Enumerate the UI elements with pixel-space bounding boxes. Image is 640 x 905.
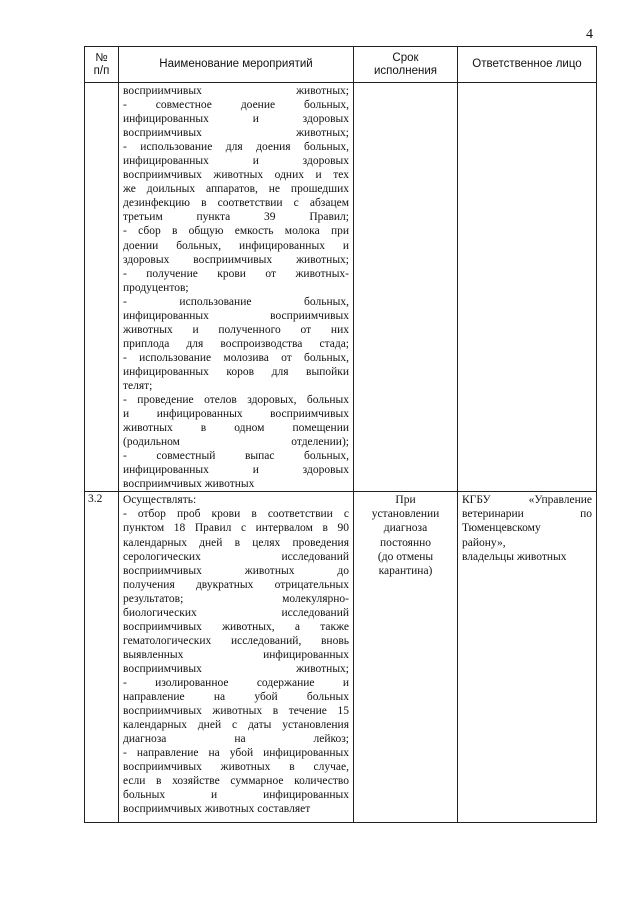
text-line: восприимчивых животных одних и тех — [123, 169, 349, 182]
text-line: инфицированных и здоровых — [123, 464, 349, 477]
text-line: дезинфекцию в соответствии с абзацем — [123, 197, 349, 210]
text-line: диагноза на лейкоз; — [123, 733, 349, 746]
text-line: Осуществлять: — [123, 494, 197, 507]
text-line: больных и инфицированных — [123, 789, 349, 802]
header-term: Срок исполнения — [354, 47, 458, 83]
text-line: инфицированных и здоровых — [123, 113, 349, 126]
responsible-line: ветеринарии по — [462, 508, 592, 521]
row-term — [354, 492, 458, 823]
text-line: третьим пункта 39 Правил; — [123, 211, 349, 224]
row-number: 3.2 — [85, 492, 119, 823]
text-line: - сбор в общую емкость молока при — [123, 225, 349, 238]
text-line: серологических исследований — [123, 550, 349, 563]
text-line: гематологических исследований, вновь — [123, 634, 349, 647]
term-line: (до отмены — [377, 550, 434, 563]
text-line: - отбор проб крови в соответствии с — [123, 508, 349, 521]
text-line: и инфицированных восприимчивых — [123, 408, 349, 421]
text-line: пунктом 18 Правил с интервалом в 90 — [123, 522, 349, 535]
measures-table — [84, 46, 597, 823]
table-row — [85, 83, 597, 492]
row2-term-lines — [357, 493, 454, 577]
responsible-line: КГБУ «Управление — [462, 494, 592, 507]
text-line: восприимчивых животных; — [123, 662, 349, 675]
text-line: - использование больных, — [123, 295, 349, 308]
header-responsible: Ответственное лицо — [458, 47, 597, 83]
text-line: доении больных, инфицированных и — [123, 239, 349, 252]
text-line: календарных дней в целях проведения — [123, 536, 349, 549]
row-number — [85, 83, 119, 492]
row-responsible — [458, 83, 597, 492]
text-line: - проведение отелов здоровых, больных — [123, 394, 349, 407]
responsible-line: Тюменцевскому — [462, 522, 541, 535]
text-line: восприимчивых животных — [123, 478, 255, 491]
row-measures-text — [119, 83, 354, 492]
row2-lines — [123, 493, 349, 816]
text-line: биологических исследований — [123, 606, 349, 619]
text-line: - изолированное содержание и — [123, 676, 349, 689]
table-header-row — [85, 47, 597, 83]
text-line: инфицированных и здоровых — [123, 155, 349, 168]
text-line: - получение крови от животных- — [123, 267, 349, 280]
term-line: карантина) — [378, 564, 433, 577]
text-line: же доильных аппаратов, не прошедших — [123, 183, 349, 196]
row-responsible — [458, 492, 597, 823]
table-row — [85, 492, 597, 823]
text-line: восприимчивых животных; — [123, 127, 349, 140]
text-line: восприимчивых животных; — [123, 85, 349, 97]
text-line: результатов; молекулярно- — [123, 592, 349, 605]
header-number: № п/п — [85, 47, 119, 83]
term-line: диагноза — [383, 522, 428, 535]
text-line: получения двукратных отрицательных — [123, 578, 349, 591]
text-line: - совместный выпас больных, — [123, 450, 349, 463]
row-term — [354, 83, 458, 492]
text-line: восприимчивых животных, а также — [123, 620, 349, 633]
text-line: выявленных инфицированных — [123, 648, 349, 661]
term-line: установлении — [371, 508, 440, 521]
text-line: продуцентов; — [123, 281, 189, 294]
page-number: 4 — [586, 27, 593, 42]
row-measures-text — [119, 492, 354, 823]
responsible-line: району», — [462, 536, 506, 549]
text-line: восприимчивых животных до — [123, 564, 349, 577]
row1-lines — [123, 84, 349, 491]
text-line: (родильном отделении); — [123, 436, 349, 449]
text-line: календарных дней с даты установления — [123, 719, 349, 732]
text-line: направление на убой больных — [123, 691, 349, 704]
text-line: - совместное доение больных, — [123, 99, 349, 112]
text-line: восприимчивых животных составляет — [123, 803, 311, 816]
text-line: животных в одном помещении — [123, 422, 349, 435]
header-name: Наименование мероприятий — [119, 47, 354, 83]
term-line: При — [395, 494, 416, 507]
text-line: - направление на убой инфицированных — [123, 747, 349, 760]
text-line: инфицированных восприимчивых — [123, 309, 349, 322]
text-line: здоровых восприимчивых животных; — [123, 253, 349, 266]
term-line: постоянно — [379, 536, 432, 549]
text-line: восприимчивых животных в случае, — [123, 761, 349, 774]
responsible-line: владельцы животных — [462, 550, 567, 563]
text-line: приплода для воспроизводства стада; — [123, 337, 349, 350]
text-line: - использование для доения больных, — [123, 141, 349, 154]
text-line: животных и полученного от них — [123, 323, 349, 336]
text-line: инфицированных коров для выпойки — [123, 365, 349, 378]
text-line: - использование молозива от больных, — [123, 351, 349, 364]
text-line: телят; — [123, 379, 153, 392]
text-line: восприимчивых животных в течение 15 — [123, 705, 349, 718]
text-line: если в хозяйстве суммарное количество — [123, 775, 349, 788]
row2-responsible-lines — [462, 493, 592, 563]
